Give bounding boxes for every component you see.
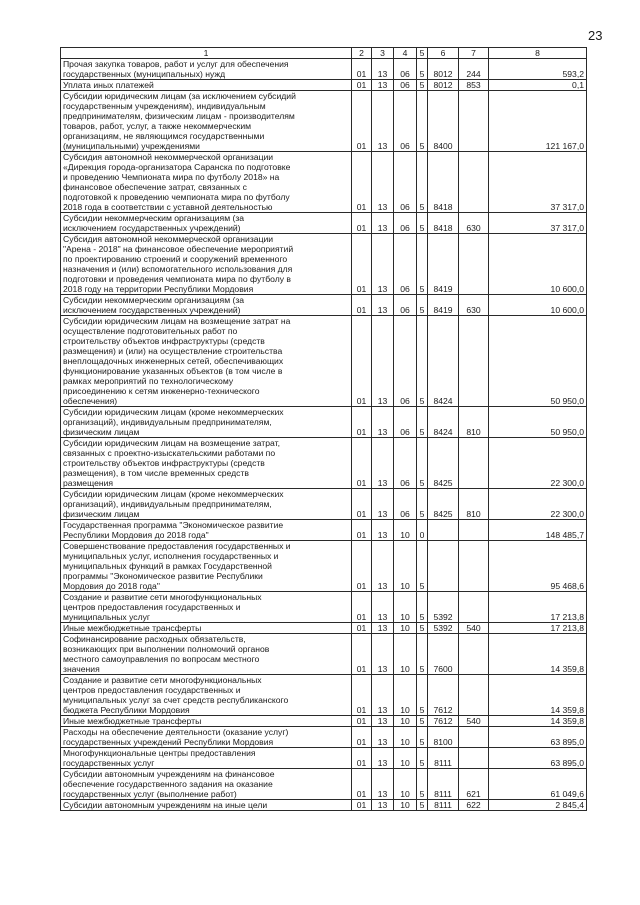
description-line: осуществление подготовительных работ по xyxy=(63,326,238,336)
code-section: 01 xyxy=(352,234,372,295)
amount-cell: 22 300,0 xyxy=(489,489,587,520)
amount-cell: 14 359,8 xyxy=(489,634,587,675)
code-section: 01 xyxy=(352,520,372,541)
description-line: подготовки и проведения чемпионата мира по футболу в xyxy=(63,274,291,284)
description-line: рамках мероприятий по технологическому xyxy=(63,376,234,386)
description-line: физическим лицам xyxy=(63,509,140,519)
code-subsection: 13 xyxy=(372,592,394,623)
code-section: 01 xyxy=(352,295,372,316)
table-row xyxy=(61,91,587,152)
amount-cell: 63 895,0 xyxy=(489,748,587,769)
row-description xyxy=(61,634,352,675)
code-subprogram: 5 xyxy=(417,800,428,811)
budget-table xyxy=(60,47,587,811)
description-line: обеспечение государственного задания на оказание xyxy=(63,779,273,789)
description-line: Субсидии юридическим лицам (кроме некоммерческих xyxy=(63,407,284,417)
code-expense-type: 244 xyxy=(459,59,489,80)
description-line: муниципальных функций в рамках Государственной xyxy=(63,561,272,571)
description-line: 2018 года в соответствии с уставной деятельностью xyxy=(63,202,273,212)
code-subsection: 13 xyxy=(372,675,394,716)
column-header: 6 xyxy=(428,48,459,59)
description-line: исключением государственных учреждений) xyxy=(63,305,241,315)
code-direction: 8111 xyxy=(428,748,459,769)
description-line: местного самоуправления по вопросам местного xyxy=(63,654,260,664)
code-subprogram: 5 xyxy=(417,716,428,727)
amount-cell: 10 600,0 xyxy=(489,234,587,295)
code-expense-type: 810 xyxy=(459,407,489,438)
code-expense-type xyxy=(459,541,489,592)
code-subprogram: 5 xyxy=(417,592,428,623)
table-row xyxy=(61,592,587,623)
description-line: Иные межбюджетные трансферты xyxy=(63,716,202,726)
description-line: муниципальных услуг, исполнения государственных и xyxy=(63,551,279,561)
code-expense-type xyxy=(459,675,489,716)
table-row xyxy=(61,675,587,716)
code-program: 10 xyxy=(394,769,417,800)
row-description xyxy=(61,80,352,91)
description-line: (муниципальными) учреждениями xyxy=(63,141,200,151)
code-direction xyxy=(428,541,459,592)
code-subprogram: 5 xyxy=(417,234,428,295)
amount-cell: 17 213,8 xyxy=(489,592,587,623)
description-line: Создание и развитие сети многофункциональных xyxy=(63,592,262,602)
code-section: 01 xyxy=(352,675,372,716)
description-line: 2018 году на территории Республики Мордовия xyxy=(63,284,254,294)
amount-cell: 17 213,8 xyxy=(489,623,587,634)
code-subprogram: 5 xyxy=(417,748,428,769)
amount-cell: 95 468,6 xyxy=(489,541,587,592)
table-row xyxy=(61,769,587,800)
code-subprogram: 5 xyxy=(417,213,428,234)
description-line: Субсидии автономным учреждениям на иные цели xyxy=(63,800,268,810)
description-line: Государственная программа "Экономическое развитие xyxy=(63,520,284,530)
code-program: 06 xyxy=(394,316,417,407)
row-description xyxy=(61,295,352,316)
code-direction: 8111 xyxy=(428,800,459,811)
column-header: 8 xyxy=(489,48,587,59)
amount-cell: 37 317,0 xyxy=(489,213,587,234)
code-subsection: 13 xyxy=(372,213,394,234)
code-expense-type xyxy=(459,91,489,152)
description-line: присоединению к сетям инженерно-технического xyxy=(63,386,260,396)
code-direction xyxy=(428,520,459,541)
description-line: государственных услуг xyxy=(63,758,155,768)
code-subsection: 13 xyxy=(372,438,394,489)
description-line: Субсидии юридическим лицам на возмещение затрат на xyxy=(63,316,291,326)
amount-cell: 2 845,4 xyxy=(489,800,587,811)
code-section: 01 xyxy=(352,623,372,634)
amount-cell: 0,1 xyxy=(489,80,587,91)
description-line: Многофункциональные центры предоставления xyxy=(63,748,256,758)
code-expense-type: 540 xyxy=(459,623,489,634)
code-direction: 8425 xyxy=(428,438,459,489)
code-subsection: 13 xyxy=(372,234,394,295)
code-direction: 8111 xyxy=(428,769,459,800)
description-line: Субсидии юридическим лицам (кроме некоммерческих xyxy=(63,489,284,499)
description-line: строительству объектов инфраструктуры (средств xyxy=(63,336,265,346)
description-line: «Дирекция города-организатора Саранска по подготовке xyxy=(63,162,291,172)
code-program: 10 xyxy=(394,716,417,727)
description-line: обеспечения) xyxy=(63,396,118,406)
row-description xyxy=(61,91,352,152)
code-expense-type xyxy=(459,316,489,407)
description-line: "Арена - 2018" на финансовое обеспечение мероприятий xyxy=(63,244,294,254)
description-line: Субсидии юридическим лицам на возмещение затрат, xyxy=(63,438,280,448)
code-subprogram: 5 xyxy=(417,727,428,748)
description-line: предпринимателям, физическим лицам - производителям xyxy=(63,111,295,121)
row-description xyxy=(61,769,352,800)
code-program: 10 xyxy=(394,634,417,675)
code-section: 01 xyxy=(352,592,372,623)
amount-cell: 37 317,0 xyxy=(489,152,587,213)
amount-cell: 22 300,0 xyxy=(489,438,587,489)
code-expense-type: 621 xyxy=(459,769,489,800)
table-row xyxy=(61,59,587,80)
table-row xyxy=(61,489,587,520)
table-row xyxy=(61,541,587,592)
description-line: Прочая закупка товаров, работ и услуг для обеспечения xyxy=(63,59,289,69)
code-expense-type: 630 xyxy=(459,295,489,316)
row-description xyxy=(61,727,352,748)
code-program: 06 xyxy=(394,438,417,489)
code-subsection: 13 xyxy=(372,80,394,91)
code-section: 01 xyxy=(352,59,372,80)
code-subprogram: 5 xyxy=(417,675,428,716)
table-row xyxy=(61,152,587,213)
description-line: размещения), в том числе временных средств xyxy=(63,468,249,478)
description-line: Иные межбюджетные трансферты xyxy=(63,623,202,633)
row-description xyxy=(61,234,352,295)
table-row xyxy=(61,716,587,727)
code-direction: 8424 xyxy=(428,407,459,438)
code-expense-type xyxy=(459,438,489,489)
amount-cell: 63 895,0 xyxy=(489,727,587,748)
description-line: муниципальных услуг за счет средств республиканского xyxy=(63,695,289,705)
description-line: функционирование указанных объектов (в том числе в xyxy=(63,366,283,376)
description-line: внеплощадочных инженерных сетей, обеспечивающих xyxy=(63,356,284,366)
code-program: 06 xyxy=(394,91,417,152)
code-expense-type: 630 xyxy=(459,213,489,234)
code-direction: 8418 xyxy=(428,152,459,213)
code-subsection: 13 xyxy=(372,295,394,316)
table-row xyxy=(61,80,587,91)
description-line: значения xyxy=(63,664,100,674)
code-program: 06 xyxy=(394,152,417,213)
code-section: 01 xyxy=(352,769,372,800)
description-line: государственным учреждениям), индивидуальным xyxy=(63,101,266,111)
code-direction: 8424 xyxy=(428,316,459,407)
code-direction: 7600 xyxy=(428,634,459,675)
description-line: по проектированию строений и сооружений временного xyxy=(63,254,288,264)
description-line: центров предоставления государственных и xyxy=(63,685,241,695)
row-description xyxy=(61,438,352,489)
code-subsection: 13 xyxy=(372,316,394,407)
code-direction: 8425 xyxy=(428,489,459,520)
table-row xyxy=(61,634,587,675)
row-description xyxy=(61,59,352,80)
code-section: 01 xyxy=(352,407,372,438)
header-row xyxy=(61,48,587,59)
description-line: подготовкой к проведению чемпионата мира по футболу xyxy=(63,192,290,202)
row-description xyxy=(61,520,352,541)
code-subsection: 13 xyxy=(372,407,394,438)
description-line: Создание и развитие сети многофункциональных xyxy=(63,675,262,685)
code-program: 06 xyxy=(394,407,417,438)
code-program: 06 xyxy=(394,59,417,80)
table-row xyxy=(61,520,587,541)
code-subsection: 13 xyxy=(372,769,394,800)
code-section: 01 xyxy=(352,152,372,213)
code-program: 10 xyxy=(394,623,417,634)
code-subsection: 13 xyxy=(372,152,394,213)
code-subprogram: 0 xyxy=(417,520,428,541)
column-header: 3 xyxy=(372,48,394,59)
column-header: 4 xyxy=(394,48,417,59)
amount-cell: 61 049,6 xyxy=(489,769,587,800)
code-subprogram: 5 xyxy=(417,407,428,438)
code-program: 06 xyxy=(394,213,417,234)
code-subprogram: 5 xyxy=(417,316,428,407)
code-program: 06 xyxy=(394,489,417,520)
amount-cell: 14 359,8 xyxy=(489,716,587,727)
code-subsection: 13 xyxy=(372,748,394,769)
row-description xyxy=(61,152,352,213)
table-row xyxy=(61,407,587,438)
description-line: Совершенствование предоставления государственных и xyxy=(63,541,291,551)
description-line: бюджета Республики Мордовия xyxy=(63,705,190,715)
row-description xyxy=(61,800,352,811)
code-subsection: 13 xyxy=(372,727,394,748)
code-subprogram: 5 xyxy=(417,541,428,592)
amount-cell: 148 485,7 xyxy=(489,520,587,541)
code-direction: 8100 xyxy=(428,727,459,748)
code-program: 06 xyxy=(394,234,417,295)
code-subsection: 13 xyxy=(372,716,394,727)
code-direction: 7612 xyxy=(428,675,459,716)
column-header: 1 xyxy=(61,48,352,59)
description-line: размещения xyxy=(63,478,114,488)
code-subprogram: 5 xyxy=(417,295,428,316)
description-line: программы "Экономическое развитие Республики xyxy=(63,571,263,581)
description-line: организаций), индивидуальным предпринимателям, xyxy=(63,499,272,509)
table-row xyxy=(61,295,587,316)
code-subprogram: 5 xyxy=(417,489,428,520)
code-section: 01 xyxy=(352,316,372,407)
code-direction: 8418 xyxy=(428,213,459,234)
code-subprogram: 5 xyxy=(417,769,428,800)
code-subsection: 13 xyxy=(372,634,394,675)
table-row xyxy=(61,213,587,234)
code-subsection: 13 xyxy=(372,800,394,811)
column-header: 2 xyxy=(352,48,372,59)
amount-cell: 50 950,0 xyxy=(489,316,587,407)
row-description xyxy=(61,675,352,716)
description-line: возникающих при выполнении полномочий органов xyxy=(63,644,270,654)
description-line: физическим лицам xyxy=(63,427,140,437)
description-line: государственных (муниципальных) нужд xyxy=(63,69,226,79)
code-section: 01 xyxy=(352,800,372,811)
description-line: финансовое обеспечение затрат, связанных с xyxy=(63,182,247,192)
table-row xyxy=(61,316,587,407)
table-row xyxy=(61,623,587,634)
code-subprogram: 5 xyxy=(417,152,428,213)
description-line: организациям, не являющимся государственными xyxy=(63,131,265,141)
row-description xyxy=(61,592,352,623)
page-number: 23 xyxy=(588,28,603,43)
code-section: 01 xyxy=(352,438,372,489)
table-row xyxy=(61,438,587,489)
code-expense-type xyxy=(459,748,489,769)
code-subsection: 13 xyxy=(372,541,394,592)
description-line: Субсидии юридическим лицам (за исключением субсидий xyxy=(63,91,296,101)
code-subprogram: 5 xyxy=(417,623,428,634)
code-direction: 8419 xyxy=(428,234,459,295)
code-program: 10 xyxy=(394,800,417,811)
code-expense-type: 622 xyxy=(459,800,489,811)
amount-cell: 10 600,0 xyxy=(489,295,587,316)
amount-cell: 121 167,0 xyxy=(489,91,587,152)
code-section: 01 xyxy=(352,716,372,727)
code-section: 01 xyxy=(352,489,372,520)
column-header: 7 xyxy=(459,48,489,59)
description-line: товаров, работ, услуг, а также некоммерческим xyxy=(63,121,252,131)
description-line: Субсидии некоммерческим организациям (за xyxy=(63,213,245,223)
row-description xyxy=(61,213,352,234)
description-line: строительству объектов инфраструктуры (средств xyxy=(63,458,265,468)
code-direction: 7612 xyxy=(428,716,459,727)
row-description xyxy=(61,623,352,634)
description-line: исключением государственных учреждений) xyxy=(63,223,241,233)
code-program: 10 xyxy=(394,520,417,541)
code-program: 10 xyxy=(394,727,417,748)
code-subsection: 13 xyxy=(372,59,394,80)
description-line: государственных учреждений Республики Мордовия xyxy=(63,737,274,747)
description-line: Субсидия автономной некоммерческой организации xyxy=(63,234,274,244)
code-program: 10 xyxy=(394,675,417,716)
code-subprogram: 5 xyxy=(417,634,428,675)
code-expense-type xyxy=(459,727,489,748)
code-expense-type: 540 xyxy=(459,716,489,727)
description-line: Софинансирование расходных обязательств, xyxy=(63,634,246,644)
code-program: 10 xyxy=(394,541,417,592)
row-description xyxy=(61,748,352,769)
code-direction: 8012 xyxy=(428,80,459,91)
code-section: 01 xyxy=(352,80,372,91)
row-description xyxy=(61,316,352,407)
description-line: Уплата иных платежей xyxy=(63,80,154,90)
code-direction: 8012 xyxy=(428,59,459,80)
code-section: 01 xyxy=(352,91,372,152)
code-subprogram: 5 xyxy=(417,80,428,91)
description-line: государственных услуг (выполнение работ) xyxy=(63,789,237,799)
code-expense-type xyxy=(459,520,489,541)
code-subsection: 13 xyxy=(372,520,394,541)
code-subsection: 13 xyxy=(372,623,394,634)
row-description xyxy=(61,489,352,520)
code-program: 06 xyxy=(394,295,417,316)
description-line: связанных с проектно-изыскательскими работами по xyxy=(63,448,276,458)
description-line: муниципальных услуг xyxy=(63,612,151,622)
column-header: 5 xyxy=(417,48,428,59)
code-program: 10 xyxy=(394,592,417,623)
code-direction: 8419 xyxy=(428,295,459,316)
code-section: 01 xyxy=(352,727,372,748)
description-line: Субсидии некоммерческим организациям (за xyxy=(63,295,245,305)
code-section: 01 xyxy=(352,634,372,675)
code-section: 01 xyxy=(352,748,372,769)
table-body xyxy=(61,59,587,811)
code-expense-type xyxy=(459,634,489,675)
code-subprogram: 5 xyxy=(417,59,428,80)
row-description xyxy=(61,407,352,438)
code-program: 10 xyxy=(394,748,417,769)
table-row xyxy=(61,727,587,748)
table-row xyxy=(61,234,587,295)
code-direction: 8400 xyxy=(428,91,459,152)
amount-cell: 593,2 xyxy=(489,59,587,80)
code-expense-type: 810 xyxy=(459,489,489,520)
code-direction: 5392 xyxy=(428,623,459,634)
description-line: и проведению Чемпионата мира по футболу 2018» на xyxy=(63,172,280,182)
code-expense-type: 853 xyxy=(459,80,489,91)
description-line: Расходы на обеспечение деятельности (оказание услуг) xyxy=(63,727,289,737)
code-expense-type xyxy=(459,152,489,213)
description-line: назначения и (или) вспомогательного использования для xyxy=(63,264,293,274)
code-expense-type xyxy=(459,592,489,623)
description-line: организаций), индивидуальным предпринимателям, xyxy=(63,417,272,427)
code-subsection: 13 xyxy=(372,91,394,152)
description-line: Республики Мордовия до 2018 года" xyxy=(63,530,209,540)
code-expense-type xyxy=(459,234,489,295)
row-description xyxy=(61,541,352,592)
code-program: 06 xyxy=(394,80,417,91)
description-line: Мордовия до 2018 года" xyxy=(63,581,160,591)
description-line: Субсидия автономной некоммерческой организации xyxy=(63,152,274,162)
code-subprogram: 5 xyxy=(417,91,428,152)
table-row xyxy=(61,748,587,769)
code-direction: 5392 xyxy=(428,592,459,623)
amount-cell: 14 359,8 xyxy=(489,675,587,716)
table-row xyxy=(61,800,587,811)
description-line: Субсидии автономным учреждениям на финансовое xyxy=(63,769,275,779)
amount-cell: 50 950,0 xyxy=(489,407,587,438)
row-description xyxy=(61,716,352,727)
code-subprogram: 5 xyxy=(417,438,428,489)
code-section: 01 xyxy=(352,541,372,592)
code-subsection: 13 xyxy=(372,489,394,520)
description-line: размещения) и (или) на осуществление строительства xyxy=(63,346,283,356)
code-section: 01 xyxy=(352,213,372,234)
description-line: центров предоставления государственных и xyxy=(63,602,241,612)
